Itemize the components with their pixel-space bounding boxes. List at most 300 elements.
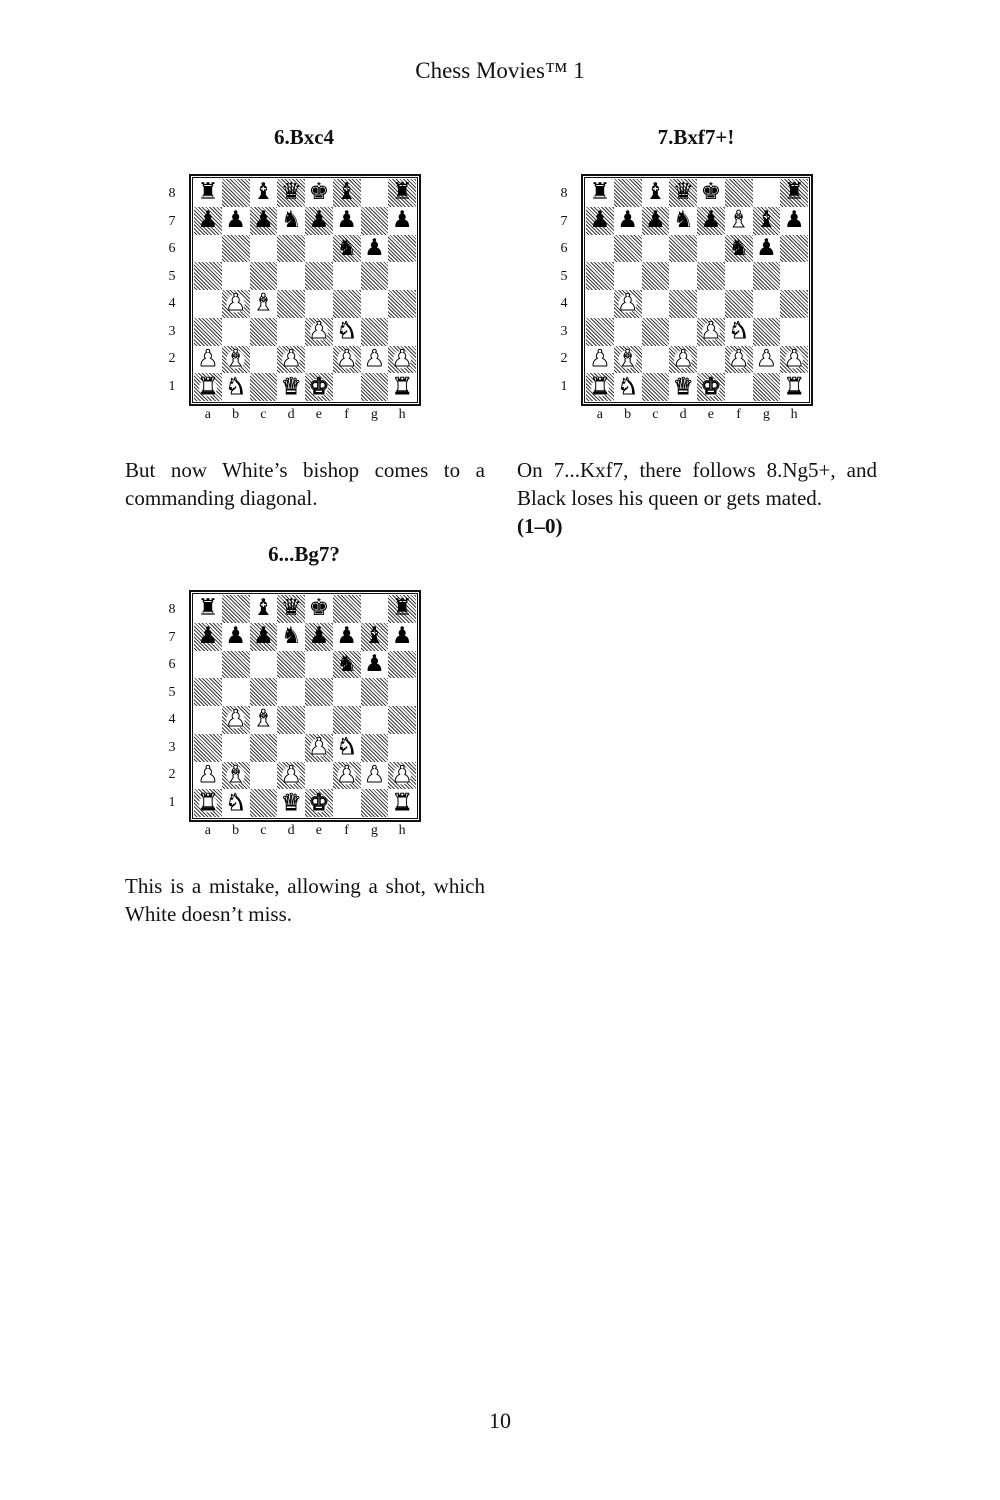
- board-square: [250, 651, 278, 679]
- white-pawn-icon: ♟: [280, 345, 302, 372]
- board-square: [669, 262, 697, 290]
- board-square: [333, 346, 361, 374]
- chessboard: [189, 174, 421, 406]
- board-square: [361, 678, 389, 706]
- file-label: g: [370, 407, 378, 422]
- white-rook-icon: ♜: [391, 373, 413, 400]
- white-rook-icon: ♜: [197, 789, 219, 816]
- white-rook-icon: ♜: [197, 373, 219, 400]
- board-square: [250, 762, 278, 790]
- white-queen-icon: ♛: [672, 373, 694, 400]
- board-square: [753, 318, 781, 346]
- white-pawn-icon: ♟: [364, 345, 385, 372]
- black-rook-icon: ♜: [197, 595, 219, 622]
- file-label: e: [315, 823, 322, 838]
- board-square: [669, 373, 697, 401]
- white-pawn-icon: ♟: [336, 761, 357, 788]
- board-square: [333, 262, 361, 290]
- board-square: [305, 346, 333, 374]
- board-square: [250, 179, 278, 207]
- white-bishop-icon: ♝: [225, 761, 246, 788]
- board-square: [586, 373, 614, 401]
- board-square: [333, 789, 361, 817]
- board-square: [780, 262, 808, 290]
- black-queen-icon: ♛: [280, 179, 302, 206]
- board-square: [753, 373, 781, 401]
- file-label: c: [260, 823, 267, 838]
- white-pawn-icon: ♟: [364, 761, 385, 788]
- board-square: [725, 373, 753, 401]
- white-pawn-icon: ♟: [756, 345, 777, 372]
- black-queen-icon: ♛: [672, 179, 694, 206]
- board-square: [194, 179, 222, 207]
- board-square: [725, 179, 753, 207]
- rank-label: 2: [168, 767, 176, 782]
- file-label: d: [287, 407, 295, 422]
- board-square: [305, 373, 333, 401]
- board-square: [333, 290, 361, 318]
- board-square: [697, 318, 725, 346]
- chess-diagram: [165, 174, 427, 434]
- white-queen-icon: ♛: [280, 373, 302, 400]
- running-head: Chess Movies™ 1: [415, 58, 585, 83]
- board-square: [642, 346, 670, 374]
- board-square: [194, 235, 222, 263]
- board-square: [388, 651, 416, 679]
- black-rook-icon: ♜: [391, 595, 413, 622]
- board-square: [277, 734, 305, 762]
- board-square: [642, 318, 670, 346]
- board-square: [277, 623, 305, 651]
- board-square: [388, 623, 416, 651]
- board-square: [277, 373, 305, 401]
- black-pawn-icon: ♟: [391, 207, 413, 234]
- file-label: c: [652, 407, 659, 422]
- board-square: [614, 262, 642, 290]
- chessboard: [189, 590, 421, 822]
- board-square: [250, 346, 278, 374]
- board-square: [697, 373, 725, 401]
- board-square: [753, 207, 781, 235]
- board-square: [277, 262, 305, 290]
- board-square: [333, 734, 361, 762]
- rank-label: 5: [560, 268, 568, 284]
- black-pawn-icon: ♟: [364, 234, 385, 261]
- black-knight-icon: ♞: [336, 234, 357, 261]
- board-square: [388, 734, 416, 762]
- board-square: [194, 346, 222, 374]
- board-square: [333, 235, 361, 263]
- file-label: c: [260, 407, 267, 422]
- board-square: [305, 623, 333, 651]
- white-knight-icon: ♞: [336, 734, 357, 761]
- black-pawn-icon: ♟: [308, 207, 330, 234]
- white-pawn-icon: ♟: [336, 345, 357, 372]
- black-bishop-icon: ♝: [253, 179, 274, 206]
- board-square: [388, 595, 416, 623]
- white-queen-icon: ♛: [280, 789, 302, 816]
- diagram-caption: 7.Bxf7+!: [657, 125, 735, 149]
- rank-label: 5: [168, 684, 176, 700]
- white-bishop-icon: ♝: [253, 706, 274, 733]
- white-bishop-icon: ♝: [253, 290, 274, 317]
- board-square: [388, 346, 416, 374]
- board-square: [250, 290, 278, 318]
- rank-label: 1: [168, 378, 176, 394]
- rank-label: 4: [168, 712, 176, 727]
- board-square: [333, 179, 361, 207]
- board-square: [361, 346, 389, 374]
- board-square: [780, 179, 808, 207]
- white-rook-icon: ♜: [589, 373, 611, 400]
- rank-label: 7: [168, 629, 176, 645]
- board-square: [250, 734, 278, 762]
- board-square: [388, 290, 416, 318]
- board-square: [194, 595, 222, 623]
- black-pawn-icon: ♟: [700, 207, 722, 234]
- white-pawn-icon: ♟: [225, 706, 246, 733]
- black-king-icon: ♚: [700, 179, 722, 206]
- rank-label: 4: [560, 296, 568, 311]
- board-square: [194, 262, 222, 290]
- black-pawn-icon: ♟: [336, 207, 357, 234]
- board-square: [780, 235, 808, 263]
- file-label: h: [398, 407, 406, 422]
- board-square: [614, 290, 642, 318]
- board-square: [614, 207, 642, 235]
- board-square: [250, 595, 278, 623]
- board-square: [388, 207, 416, 235]
- rank-label: 8: [168, 186, 176, 201]
- black-rook-icon: ♜: [197, 179, 219, 206]
- board-square: [194, 623, 222, 651]
- white-pawn-icon: ♟: [225, 290, 246, 317]
- board-square: [388, 262, 416, 290]
- board-square: [222, 262, 250, 290]
- black-bishop-icon: ♝: [364, 623, 385, 650]
- board-square: [388, 179, 416, 207]
- black-knight-icon: ♞: [280, 623, 302, 650]
- black-pawn-icon: ♟: [197, 623, 219, 650]
- white-pawn-icon: ♟: [391, 761, 413, 788]
- board-square: [305, 706, 333, 734]
- board-square: [222, 235, 250, 263]
- rank-label: 7: [168, 213, 176, 229]
- white-knight-icon: ♞: [728, 318, 749, 345]
- rank-label: 1: [168, 794, 176, 810]
- board-square: [669, 346, 697, 374]
- board-square: [250, 262, 278, 290]
- rank-label: 1: [560, 378, 568, 394]
- board-square: [333, 706, 361, 734]
- black-pawn-icon: ♟: [364, 650, 385, 677]
- black-pawn-icon: ♟: [783, 207, 805, 234]
- diagram-caption: 6...Bg7?: [268, 542, 340, 566]
- white-bishop-icon: ♝: [728, 207, 749, 234]
- board-square: [333, 318, 361, 346]
- board-square: [361, 762, 389, 790]
- rank-label: 7: [560, 213, 568, 229]
- rank-labels: [557, 180, 571, 400]
- board-square: [333, 595, 361, 623]
- rank-label: 8: [560, 186, 568, 201]
- board-square: [277, 290, 305, 318]
- board-square: [277, 207, 305, 235]
- black-bishop-icon: ♝: [645, 179, 666, 206]
- board-square: [642, 290, 670, 318]
- board-square: [388, 762, 416, 790]
- board-square: [697, 179, 725, 207]
- board-square: [194, 290, 222, 318]
- white-pawn-icon: ♟: [280, 761, 302, 788]
- board-square: [222, 789, 250, 817]
- board-square: [725, 318, 753, 346]
- board-square: [753, 179, 781, 207]
- board-square: [586, 235, 614, 263]
- board-square: [753, 290, 781, 318]
- board-square: [361, 373, 389, 401]
- white-pawn-icon: ♟: [197, 345, 219, 372]
- file-label: g: [762, 407, 770, 422]
- board-square: [250, 235, 278, 263]
- black-rook-icon: ♜: [783, 179, 805, 206]
- board-square: [669, 235, 697, 263]
- board-square: [222, 595, 250, 623]
- board-square: [305, 762, 333, 790]
- board-square: [586, 318, 614, 346]
- board-square: [388, 318, 416, 346]
- white-knight-icon: ♞: [225, 789, 246, 816]
- file-label: d: [287, 823, 295, 838]
- board-square: [388, 706, 416, 734]
- white-pawn-icon: ♟: [391, 345, 413, 372]
- board-square: [250, 789, 278, 817]
- board-square: [669, 290, 697, 318]
- black-bishop-icon: ♝: [336, 179, 357, 206]
- board-square: [277, 706, 305, 734]
- white-bishop-icon: ♝: [617, 345, 638, 372]
- board-square: [642, 262, 670, 290]
- board-square: [388, 789, 416, 817]
- white-bishop-icon: ♝: [225, 345, 246, 372]
- board-square: [305, 789, 333, 817]
- black-pawn-icon: ♟: [645, 207, 666, 234]
- white-pawn-icon: ♟: [728, 345, 749, 372]
- board-square: [780, 346, 808, 374]
- board-square: [194, 373, 222, 401]
- rank-label: 6: [560, 241, 568, 256]
- board-square: [388, 235, 416, 263]
- rank-label: 8: [168, 602, 176, 617]
- board-square: [642, 207, 670, 235]
- commentary-text: This is a mistake, allowing a shot, which White doesn’t miss.: [125, 874, 485, 926]
- white-pawn-icon: ♟: [783, 345, 805, 372]
- board-square: [361, 706, 389, 734]
- board-square: [586, 207, 614, 235]
- white-pawn-icon: ♟: [672, 345, 694, 372]
- black-pawn-icon: ♟: [617, 207, 638, 234]
- board-square: [222, 762, 250, 790]
- black-queen-icon: ♛: [280, 595, 302, 622]
- board-square: [780, 318, 808, 346]
- board-square: [361, 290, 389, 318]
- black-king-icon: ♚: [308, 595, 330, 622]
- board-square: [222, 207, 250, 235]
- board-square: [614, 318, 642, 346]
- page-number: 10: [489, 1408, 511, 1433]
- board-square: [333, 651, 361, 679]
- board-square: [222, 734, 250, 762]
- board-square: [614, 235, 642, 263]
- game-result: (1–0): [517, 514, 563, 538]
- file-labels: [586, 407, 808, 423]
- black-pawn-icon: ♟: [756, 234, 777, 261]
- board-square: [222, 651, 250, 679]
- white-rook-icon: ♜: [783, 373, 805, 400]
- board-square: [250, 373, 278, 401]
- rank-label: 6: [168, 657, 176, 672]
- board-square: [305, 595, 333, 623]
- board-square: [697, 207, 725, 235]
- board-square: [780, 207, 808, 235]
- board-square: [222, 290, 250, 318]
- board-square: [305, 235, 333, 263]
- board-square: [725, 290, 753, 318]
- board-square: [222, 623, 250, 651]
- board-square: [725, 346, 753, 374]
- black-king-icon: ♚: [308, 179, 330, 206]
- board-square: [222, 179, 250, 207]
- black-pawn-icon: ♟: [225, 623, 246, 650]
- rank-label: 3: [168, 323, 176, 339]
- board-square: [222, 318, 250, 346]
- board-square: [222, 706, 250, 734]
- board-square: [305, 179, 333, 207]
- white-pawn-icon: ♟: [197, 761, 219, 788]
- chess-diagram: [165, 590, 427, 850]
- file-label: b: [624, 407, 632, 422]
- board-square: [222, 373, 250, 401]
- board-square: [194, 706, 222, 734]
- file-label: b: [232, 823, 240, 838]
- board-square: [333, 678, 361, 706]
- board-square: [250, 207, 278, 235]
- board-square: [361, 651, 389, 679]
- rank-label: 5: [168, 268, 176, 284]
- board-square: [333, 207, 361, 235]
- board-square: [586, 262, 614, 290]
- white-knight-icon: ♞: [336, 318, 357, 345]
- board-square: [277, 651, 305, 679]
- black-pawn-icon: ♟: [589, 207, 611, 234]
- board-square: [361, 318, 389, 346]
- board-square: [725, 262, 753, 290]
- board-square: [614, 373, 642, 401]
- board-square: [277, 318, 305, 346]
- black-pawn-icon: ♟: [253, 623, 274, 650]
- commentary-paragraph: [125, 872, 485, 928]
- board-square: [697, 346, 725, 374]
- board-square: [194, 734, 222, 762]
- board-square: [333, 762, 361, 790]
- white-rook-icon: ♜: [391, 789, 413, 816]
- board-square: [222, 678, 250, 706]
- white-knight-icon: ♞: [225, 373, 246, 400]
- board-square: [697, 262, 725, 290]
- board-square: [669, 207, 697, 235]
- board-square: [305, 207, 333, 235]
- commentary-text: On 7...Kxf7, there follows 8.Ng5+, and Black loses his queen or gets mated.: [517, 458, 877, 510]
- board-square: [194, 762, 222, 790]
- rank-label: 3: [560, 323, 568, 339]
- board-square: [697, 290, 725, 318]
- board-square: [361, 235, 389, 263]
- board-square: [586, 290, 614, 318]
- rank-label: 2: [560, 351, 568, 366]
- board-square: [250, 623, 278, 651]
- rank-label: 2: [168, 351, 176, 366]
- file-label: h: [790, 407, 798, 422]
- board-square: [388, 678, 416, 706]
- board-square: [277, 678, 305, 706]
- board-square: [614, 346, 642, 374]
- board-square: [333, 373, 361, 401]
- black-rook-icon: ♜: [589, 179, 611, 206]
- black-pawn-icon: ♟: [391, 623, 413, 650]
- board-square: [388, 373, 416, 401]
- rank-label: 4: [168, 296, 176, 311]
- black-knight-icon: ♞: [280, 207, 302, 234]
- board-square: [250, 706, 278, 734]
- board-square: [361, 207, 389, 235]
- board-square: [669, 318, 697, 346]
- black-rook-icon: ♜: [391, 179, 413, 206]
- white-king-icon: ♚: [308, 373, 330, 400]
- board-square: [277, 179, 305, 207]
- board-square: [277, 595, 305, 623]
- board-square: [586, 346, 614, 374]
- board-square: [361, 595, 389, 623]
- board-square: [277, 789, 305, 817]
- black-knight-icon: ♞: [672, 207, 694, 234]
- rank-label: 3: [168, 739, 176, 755]
- file-label: g: [370, 823, 378, 838]
- commentary-text: But now White’s bishop comes to a commanding diagonal.: [125, 458, 485, 510]
- board-square: [250, 678, 278, 706]
- board-square: [586, 179, 614, 207]
- diagram-caption: 6.Bxc4: [273, 125, 335, 149]
- black-pawn-icon: ♟: [197, 207, 219, 234]
- board-square: [361, 623, 389, 651]
- board-square: [222, 346, 250, 374]
- board-square: [753, 346, 781, 374]
- board-square: [277, 235, 305, 263]
- file-label: h: [398, 823, 406, 838]
- rank-label: 6: [168, 241, 176, 256]
- board-square: [753, 235, 781, 263]
- file-label: b: [232, 407, 240, 422]
- file-label: a: [596, 407, 603, 422]
- black-bishop-icon: ♝: [253, 595, 274, 622]
- chessboard: [581, 174, 813, 406]
- board-square: [305, 262, 333, 290]
- board-square: [780, 373, 808, 401]
- file-label: e: [707, 407, 714, 422]
- white-pawn-icon: ♟: [589, 345, 611, 372]
- black-bishop-icon: ♝: [756, 207, 777, 234]
- black-pawn-icon: ♟: [253, 207, 274, 234]
- board-square: [333, 623, 361, 651]
